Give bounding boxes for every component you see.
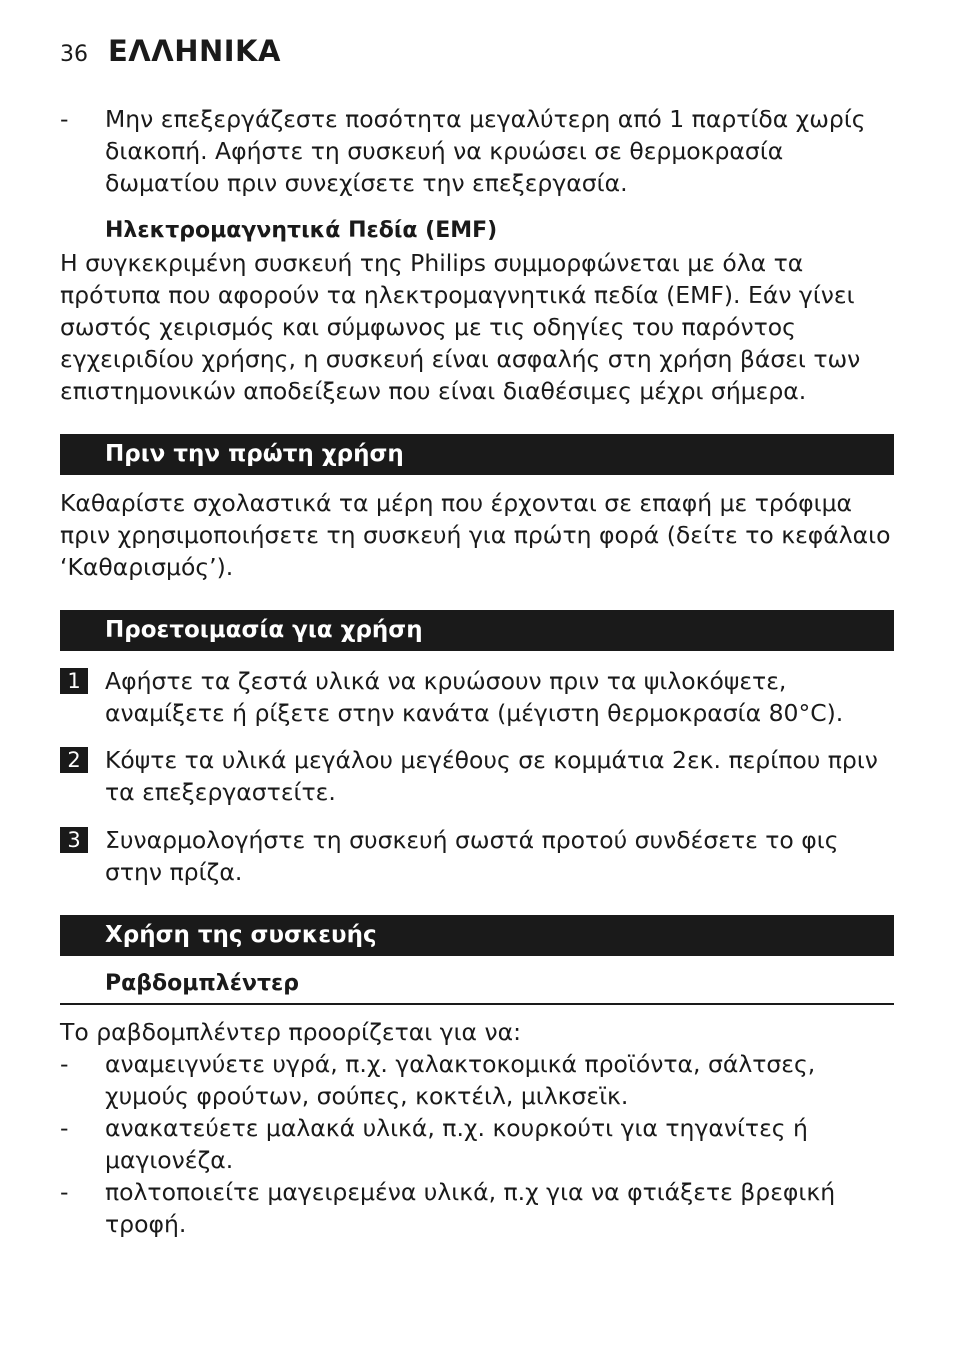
bullet-dash: - [60,1114,69,1142]
emf-paragraph: Η συγκεκριμένη συσκευή της Philips συμμορφώνεται με όλα τα πρότυπα που αφορούν τα ηλεκτρομαγνητικά πεδία (EMF). Εάν γίνει σωστός χειρισμός και σύμφωνος με τις οδηγίες του παρόντος εγχειριδίου χρήσης, η συσκευή είναι ασφαλής στη χρήση βάσει των επιστημονικών αποδείξεων που είναι διαθέσιμες μέχρι σήμερα. [60,249,861,405]
usage-subheading-block [60,968,894,1000]
list-item [60,1048,894,1112]
bullet-text: ανακατεύετε μαλακά υλικά, π.χ. κουρκούτι για τηγανίτες ή μαγιονέζα. [105,1114,808,1174]
usage-subheading: Ραβδομπλέντερ [105,971,299,996]
page-header [60,34,281,74]
bullet-text: αναμειγνύετε υγρά, π.χ. γαλακτοκομικά προϊόντα, σάλτσες, χυμούς φρούτων, σούπες, κοκτέιλ, μιλκσεϊκ. [105,1050,816,1110]
emf-heading: Ηλεκτρομαγνητικά Πεδία (EMF) [105,218,498,243]
step-number: 1 [60,668,88,694]
step-text: Κόψτε τα υλικά μεγάλου μεγέθους σε κομμάτια 2εκ. περίπου πριν τα επεξεργαστείτε. [105,746,878,806]
list-item [60,1176,894,1240]
before-first-use-paragraph: Καθαρίστε σχολαστικά τα μέρη που έρχονται σε επαφή με τρόφιμα πριν χρησιμοποιήσετε τη συσκευή για πρώτη φορά (δείτε το κεφάλαιο ‘Καθαρισμός’). [60,489,891,581]
list-item [60,1112,894,1176]
section-bar-before-first-use: Πριν την πρώτη χρήση [60,434,894,475]
list-item [60,103,894,199]
emf-section [60,215,894,407]
step-2 [60,744,894,808]
step-1 [60,665,894,729]
usage-intro: Το ραβδομπλέντερ προορίζεται για να: [60,1018,522,1046]
step-number: 2 [60,747,88,773]
usage-section [60,1016,894,1240]
page-number: 36 [60,42,88,67]
section-bar-usage: Χρήση της συσκευής [60,915,894,956]
step-number: 3 [60,827,88,853]
bullet-text: Μην επεξεργάζεστε ποσότητα μεγαλύτερη από 1 παρτίδα χωρίς διακοπή. Αφήστε τη συσκευή να κρυώσει σε θερμοκρασία δωματίου πριν συνεχίσετε την επεξεργασία. [105,105,866,197]
step-text: Συναρμολογήστε τη συσκευή σωστά προτού συνδέσετε το φις στην πρίζα. [105,826,839,886]
bullet-text: πολτοποιείτε μαγειρεμένα υλικά, π.χ για να φτιάξετε βρεφική τροφή. [105,1178,836,1238]
language-title: ΕΛΛΗΝΙΚΑ [108,34,281,68]
step-text: Αφήστε τα ζεστά υλικά να κρυώσουν πριν τα ψιλοκόψετε, αναμίξετε ή ρίξετε στην κανάτα (μέγιστη θερμοκρασία 80°C). [105,667,844,727]
step-3 [60,824,894,888]
section-bar-preparation: Προετοιμασία για χρήση [60,610,894,651]
bullet-dash: - [60,1178,69,1206]
bullet-dash: - [60,105,69,133]
before-first-use-section [60,487,894,583]
intro-section [60,103,894,199]
bullet-dash: - [60,1050,69,1078]
divider [60,1003,894,1005]
